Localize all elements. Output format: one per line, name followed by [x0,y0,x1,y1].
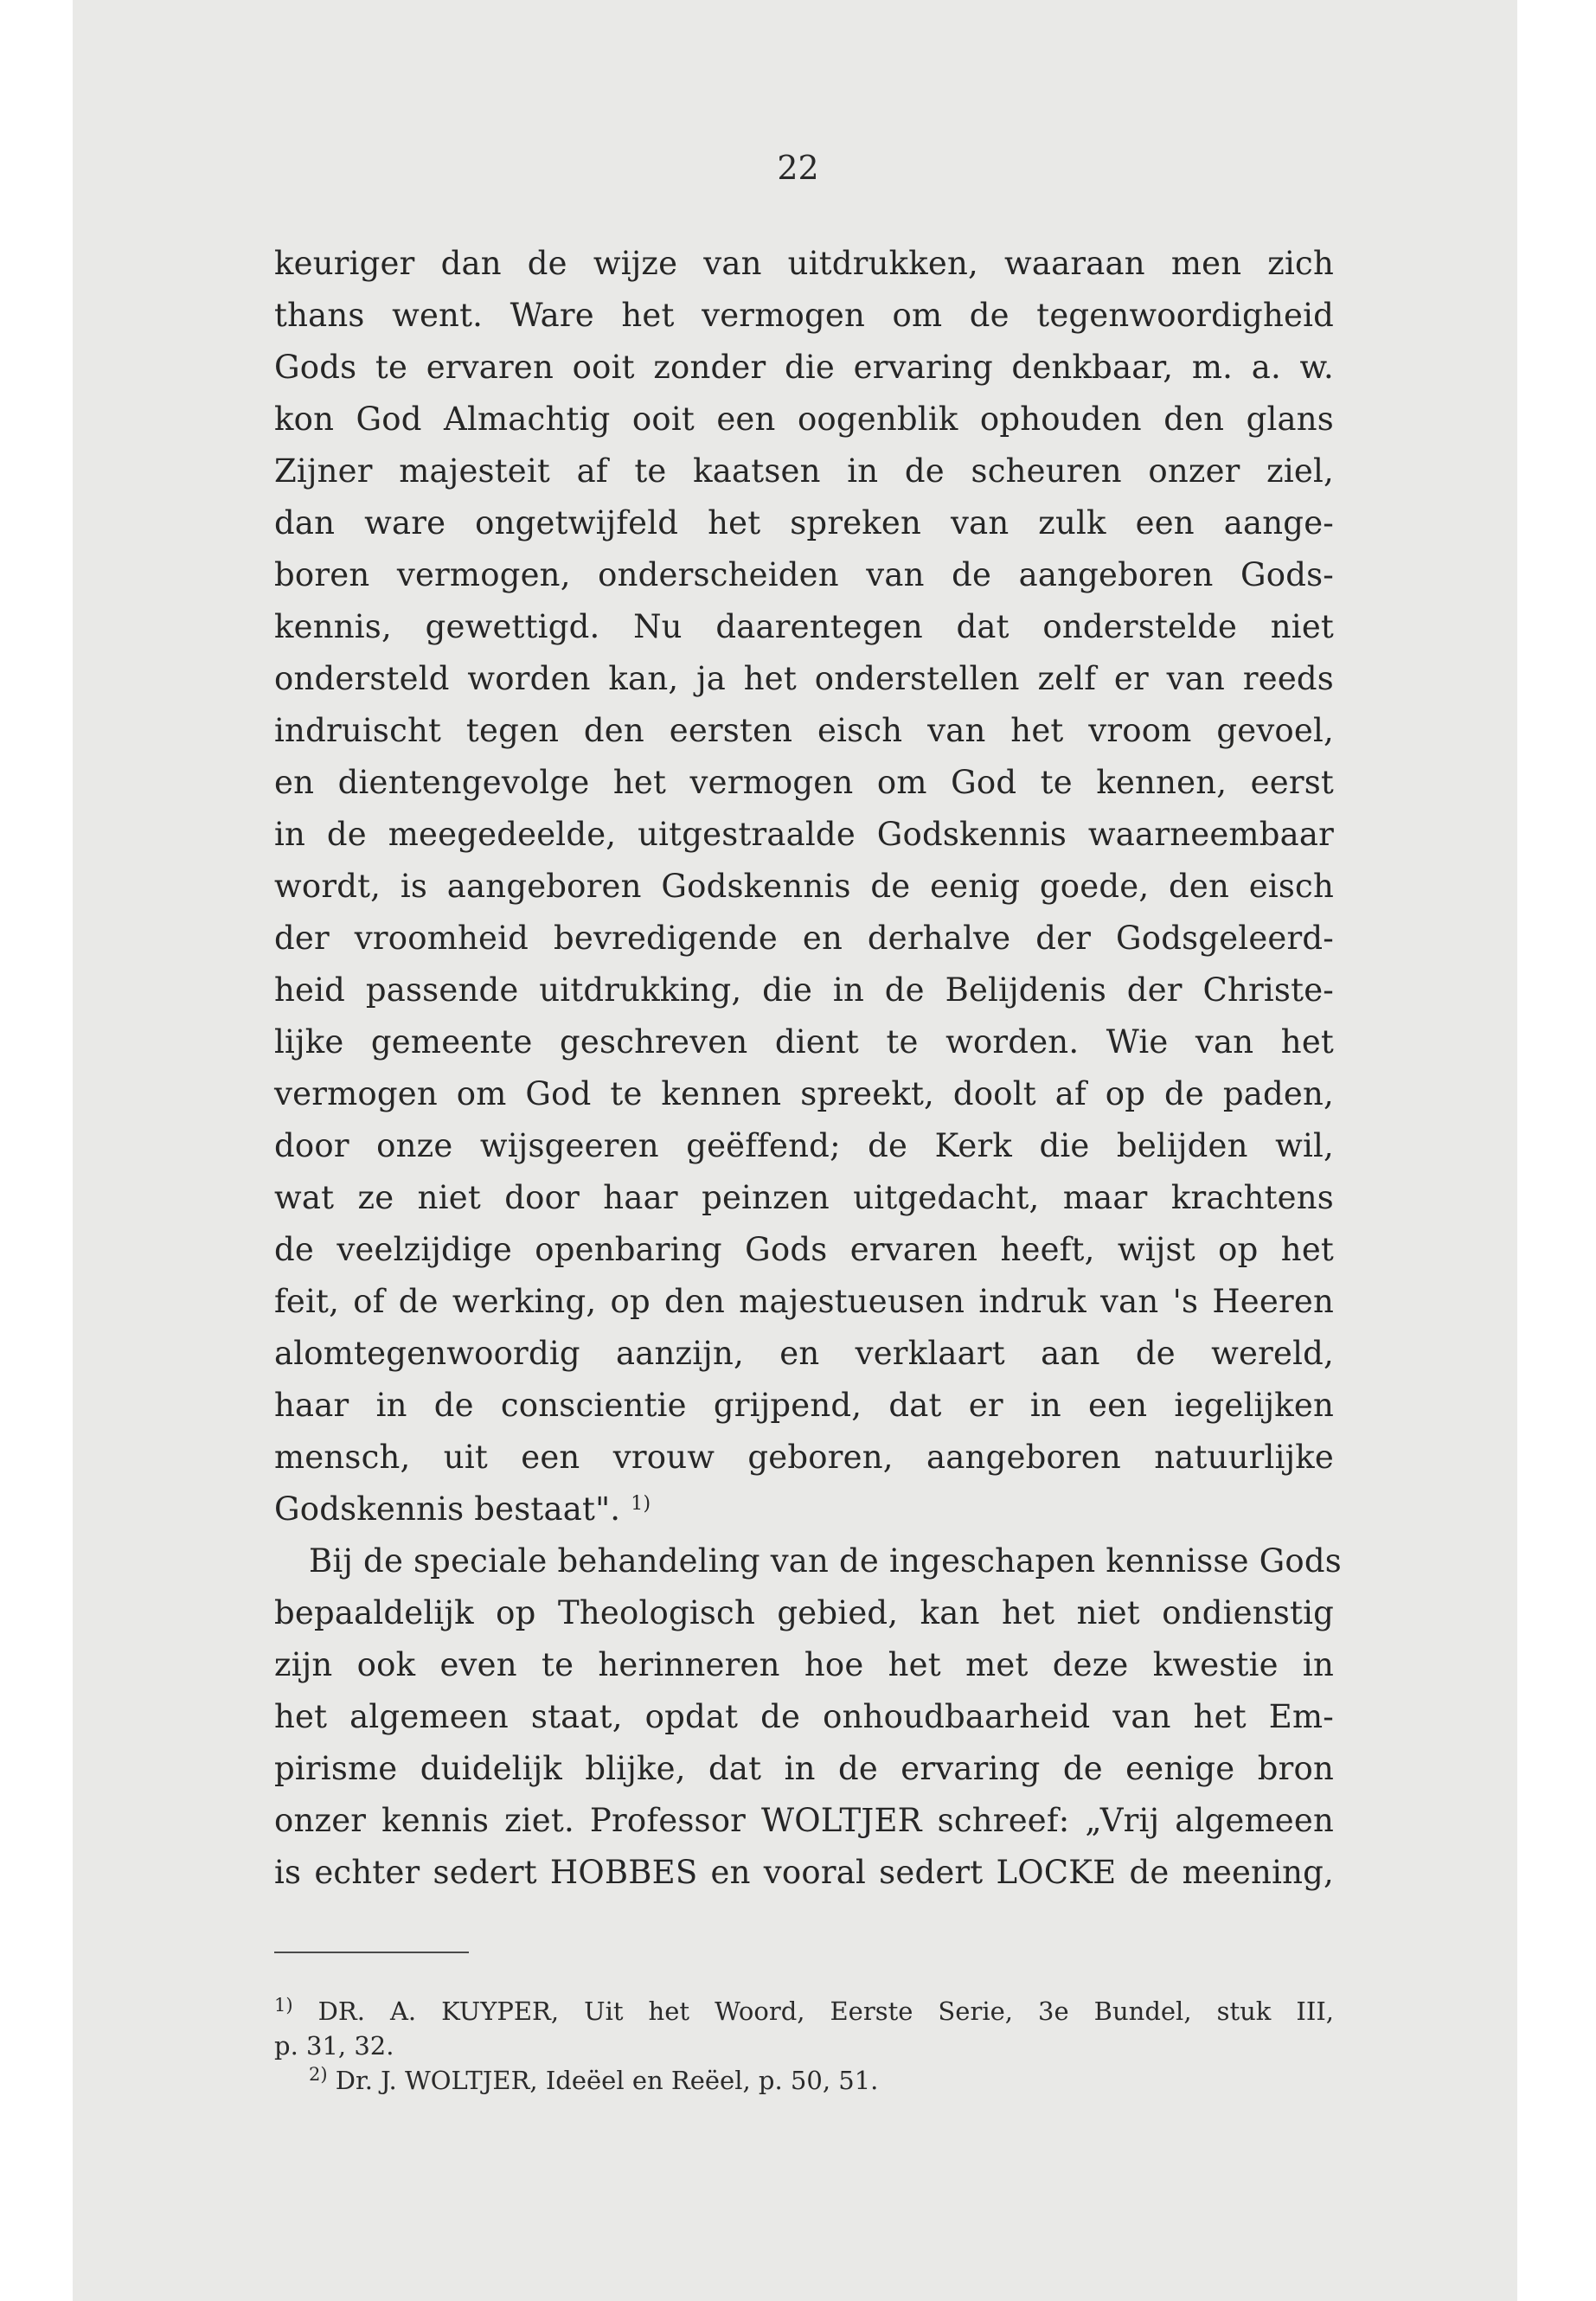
footnote-text: Dr. J. WOLTJER, Ideëel en Reëel, p. 50, 51. [335,2066,879,2095]
text-line: het algemeen staat, opdat de onhoudbaarheid van het Em- [274,1698,1334,1735]
footnote-text: DR. A. KUYPER, Uit het Woord, Eerste Serie, 3e Bundel, stuk III, [317,1997,1334,2026]
footnote-1 [274,1994,1334,2029]
text-line: haar in de conscientie grijpend, dat er in een iegelijken [274,1387,1334,1424]
page-number: 22 [777,149,819,187]
text-line: heid passende uitdrukking, die in de Belijdenis der Christe- [274,971,1334,1009]
text-line: de veelzijdige openbaring Gods ervaren heeft, wijst op het [274,1231,1334,1268]
text-line: in de meegedeelde, uitgestraalde Godskennis waarneembaar [274,816,1334,853]
text-line: onzer kennis ziet. Professor WOLTJER schreef: „Vrij algemeen [274,1802,1334,1839]
footnote-divider [274,1952,469,1953]
text-line: is echter sedert HOBBES en vooral sedert LOCKE de meening, [274,1854,1334,1891]
footnote-marker: 1) [274,1995,293,2016]
text-line: der vroomheid bevredigende en derhalve der Godsgeleerd- [274,920,1334,957]
text-line: ondersteld worden kan, ja het onderstellen zelf er van reeds [274,660,1334,697]
text-line: Zijner majesteit af te kaatsen in de scheuren onzer ziel, [274,452,1334,490]
text-line: zijn ook even te herinneren hoe het met deze kwestie in [274,1646,1334,1683]
text-line: lijke gemeente geschreven dient te worden. Wie van het [274,1023,1334,1061]
text-line: wat ze niet door haar peinzen uitgedacht, maar krachtens [274,1179,1334,1216]
text-line: keuriger dan de wijze van uitdrukken, waaraan men zich [274,245,1334,282]
text-line: kon God Almachtig ooit een oogenblik ophouden den glans [274,401,1334,438]
footnote-2 [274,2063,1334,2098]
text-line: dan ware ongetwijfeld het spreken van zulk een aange- [274,504,1334,542]
text-line: indruischt tegen den eersten eisch van het vroom gevoel, [274,712,1334,749]
text-line: vermogen om God te kennen spreekt, doolt af op de paden, [274,1075,1334,1112]
text-line: wordt, is aangeboren Godskennis de eenig goede, den eisch [274,868,1334,905]
footnote-reference: 1) [631,1493,651,1515]
footnotes [274,1994,1334,2098]
text-line-with-footnote [274,1484,1334,1535]
text-line: alomtegenwoordig aanzijn, en verklaart aan de wereld, [274,1335,1334,1372]
text-line: Bij de speciale behandeling van de ingeschapen kennisse Gods [309,1542,1342,1580]
text-line: kennis, gewettigd. Nu daarentegen dat onderstelde niet [274,608,1334,645]
footnote-1-continuation: p. 31, 32. [274,2031,394,2061]
text-line: thans went. Ware het vermogen om de tegenwoordigheid [274,297,1334,334]
text-line: en dientengevolge het vermogen om God te kennen, eerst [274,764,1334,801]
text-line: boren vermogen, onderscheiden van de aangeboren Gods- [274,556,1334,593]
text-line: Godskennis bestaat". [274,1490,621,1528]
text-line: bepaaldelijk op Theologisch gebied, kan het niet ondienstig [274,1594,1334,1631]
text-line: door onze wijsgeeren geëffend; de Kerk die belijden wil, [274,1127,1334,1164]
text-line: feit, of de werking, op den majestueusen indruk van 's Heeren [274,1283,1334,1320]
text-line: mensch, uit een vrouw geboren, aangeboren natuurlijke [274,1439,1334,1476]
body-text [274,238,1342,1899]
text-line: pirisme duidelijk blijke, dat in de ervaring de eenige bron [274,1750,1334,1787]
footnote-marker: 2) [309,2064,328,2085]
text-line: Gods te ervaren ooit zonder die ervaring denkbaar, m. a. w. [274,349,1334,386]
